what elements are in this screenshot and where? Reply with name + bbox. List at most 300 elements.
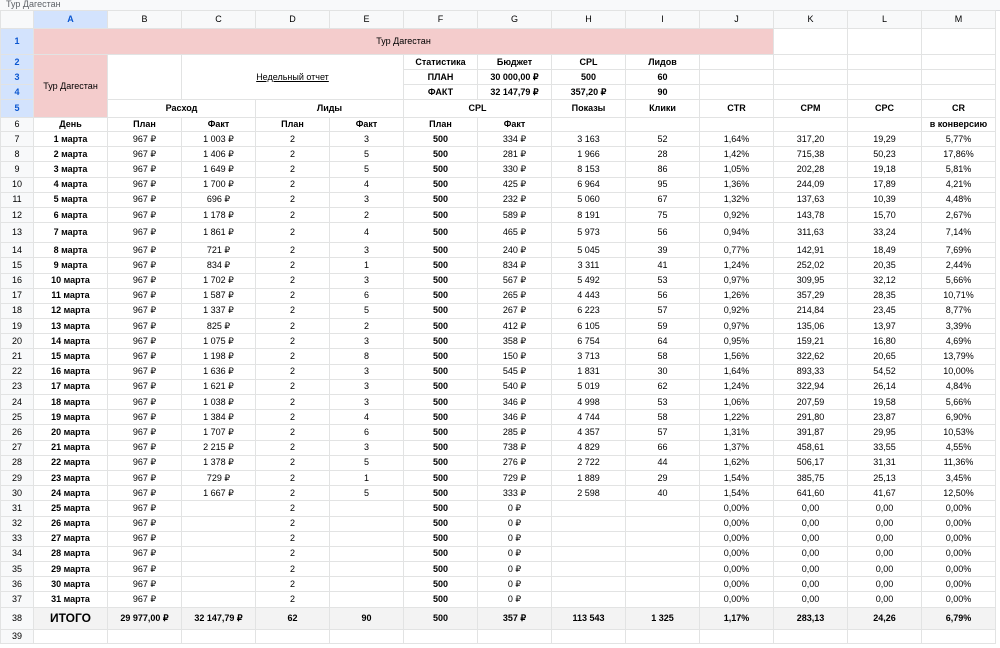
data-cell[interactable]: 500 <box>404 349 478 364</box>
total-cell[interactable]: 283,13 <box>774 607 848 629</box>
row-header[interactable]: 14 <box>1 243 34 258</box>
column-header-i[interactable]: I <box>626 11 700 29</box>
data-cell[interactable]: 2 <box>256 425 330 440</box>
data-cell[interactable] <box>626 531 700 546</box>
date-cell[interactable]: 10 марта <box>34 273 108 288</box>
data-cell[interactable]: 967 ₽ <box>108 349 182 364</box>
data-cell[interactable]: 1,06% <box>700 395 774 410</box>
data-cell[interactable]: 1 966 <box>552 147 626 162</box>
data-cell[interactable]: 1 <box>330 258 404 273</box>
data-cell[interactable]: 3 <box>330 364 404 379</box>
date-cell[interactable]: 18 марта <box>34 395 108 410</box>
data-cell[interactable]: 2 <box>256 177 330 192</box>
data-cell[interactable]: 2 <box>256 288 330 303</box>
group-header-cpl[interactable]: CPL <box>404 100 552 118</box>
data-cell[interactable]: 0,92% <box>700 207 774 222</box>
cell[interactable] <box>108 55 182 100</box>
cell[interactable] <box>922 629 996 643</box>
data-cell[interactable]: 1,32% <box>700 192 774 207</box>
data-cell[interactable]: 0,00 <box>774 592 848 607</box>
data-cell[interactable]: 0,00 <box>774 562 848 577</box>
data-cell[interactable]: 142,91 <box>774 243 848 258</box>
sub-header[interactable]: Факт <box>330 118 404 132</box>
data-cell[interactable]: 6 <box>330 425 404 440</box>
cell[interactable] <box>848 70 922 85</box>
row-header[interactable]: 20 <box>1 334 34 349</box>
data-cell[interactable]: 1,22% <box>700 410 774 425</box>
data-cell[interactable]: 834 ₽ <box>182 258 256 273</box>
data-cell[interactable]: 0,00 <box>848 562 922 577</box>
data-cell[interactable]: 500 <box>404 258 478 273</box>
date-cell[interactable]: 4 марта <box>34 177 108 192</box>
data-cell[interactable] <box>552 577 626 592</box>
data-cell[interactable]: 500 <box>404 562 478 577</box>
data-cell[interactable]: 3 <box>330 440 404 455</box>
data-cell[interactable]: 5,81% <box>922 162 996 177</box>
data-cell[interactable]: 2 <box>256 319 330 334</box>
data-cell[interactable]: 17,86% <box>922 147 996 162</box>
data-cell[interactable]: 2 <box>256 243 330 258</box>
data-cell[interactable]: 267 ₽ <box>478 303 552 318</box>
data-cell[interactable]: 29,95 <box>848 425 922 440</box>
data-cell[interactable]: 1 707 ₽ <box>182 425 256 440</box>
data-cell[interactable]: 2 <box>256 501 330 516</box>
data-cell[interactable]: 50,23 <box>848 147 922 162</box>
data-cell[interactable]: 16,80 <box>848 334 922 349</box>
sub-header[interactable] <box>626 118 700 132</box>
date-cell[interactable]: 29 марта <box>34 562 108 577</box>
weekly-report-link[interactable]: Недельный отчет <box>182 55 404 100</box>
sub-header[interactable]: День <box>34 118 108 132</box>
data-cell[interactable]: 500 <box>404 319 478 334</box>
data-cell[interactable]: 500 <box>404 470 478 485</box>
data-cell[interactable]: 1 702 ₽ <box>182 273 256 288</box>
data-cell[interactable]: 5 <box>330 147 404 162</box>
total-cell[interactable]: 24,26 <box>848 607 922 629</box>
row-header[interactable]: 22 <box>1 364 34 379</box>
data-cell[interactable]: 6 105 <box>552 319 626 334</box>
data-cell[interactable]: 2 <box>256 258 330 273</box>
data-cell[interactable]: 1,54% <box>700 470 774 485</box>
data-cell[interactable]: 967 ₽ <box>108 303 182 318</box>
data-cell[interactable]: 0,00 <box>848 531 922 546</box>
data-cell[interactable]: 2 <box>256 455 330 470</box>
row-header[interactable]: 34 <box>1 546 34 561</box>
sub-header[interactable]: в конверсию <box>922 118 996 132</box>
row-header[interactable]: 38 <box>1 607 34 629</box>
data-cell[interactable]: 967 ₽ <box>108 410 182 425</box>
data-cell[interactable]: 357,29 <box>774 288 848 303</box>
data-cell[interactable]: 10,53% <box>922 425 996 440</box>
column-header-e[interactable]: E <box>330 11 404 29</box>
data-cell[interactable]: 3,45% <box>922 470 996 485</box>
date-cell[interactable]: 26 марта <box>34 516 108 531</box>
cell[interactable] <box>922 29 996 55</box>
sub-header[interactable]: План <box>256 118 330 132</box>
data-cell[interactable]: 696 ₽ <box>182 192 256 207</box>
data-cell[interactable]: 265 ₽ <box>478 288 552 303</box>
row-header[interactable]: 17 <box>1 288 34 303</box>
date-cell[interactable]: 2 марта <box>34 147 108 162</box>
data-cell[interactable]: 4 998 <box>552 395 626 410</box>
data-cell[interactable]: 6,90% <box>922 410 996 425</box>
data-cell[interactable]: 3 311 <box>552 258 626 273</box>
cell[interactable] <box>848 629 922 643</box>
data-cell[interactable]: 1,24% <box>700 258 774 273</box>
data-cell[interactable]: 4,69% <box>922 334 996 349</box>
date-cell[interactable]: 13 марта <box>34 319 108 334</box>
data-cell[interactable]: 1 831 <box>552 364 626 379</box>
data-cell[interactable]: 32,12 <box>848 273 922 288</box>
data-cell[interactable]: 0 ₽ <box>478 516 552 531</box>
data-cell[interactable]: 17,89 <box>848 177 922 192</box>
data-cell[interactable]: 967 ₽ <box>108 364 182 379</box>
data-cell[interactable]: 4 829 <box>552 440 626 455</box>
data-cell[interactable]: 1 003 ₽ <box>182 132 256 147</box>
date-cell[interactable]: 9 марта <box>34 258 108 273</box>
column-header-k[interactable]: K <box>774 11 848 29</box>
data-cell[interactable]: 52 <box>626 132 700 147</box>
group-header-rashod[interactable]: Расход <box>108 100 256 118</box>
stats-cell[interactable]: Бюджет <box>478 55 552 70</box>
data-cell[interactable]: 0,00 <box>848 577 922 592</box>
group-header-leads[interactable]: Лиды <box>256 100 404 118</box>
data-cell[interactable]: 500 <box>404 303 478 318</box>
total-cell[interactable]: 29 977,00 ₽ <box>108 607 182 629</box>
data-cell[interactable] <box>552 592 626 607</box>
data-cell[interactable]: 8 <box>330 349 404 364</box>
data-cell[interactable]: 967 ₽ <box>108 577 182 592</box>
data-cell[interactable]: 330 ₽ <box>478 162 552 177</box>
data-cell[interactable]: 2 <box>256 486 330 501</box>
data-cell[interactable]: 137,63 <box>774 192 848 207</box>
data-cell[interactable] <box>330 562 404 577</box>
data-cell[interactable]: 2 <box>256 379 330 394</box>
data-cell[interactable] <box>626 577 700 592</box>
data-cell[interactable]: 5,77% <box>922 132 996 147</box>
data-cell[interactable]: 465 ₽ <box>478 223 552 243</box>
data-cell[interactable]: 893,33 <box>774 364 848 379</box>
data-cell[interactable]: 10,00% <box>922 364 996 379</box>
sub-header[interactable] <box>774 118 848 132</box>
total-cell[interactable]: 6,79% <box>922 607 996 629</box>
data-cell[interactable]: 641,60 <box>774 486 848 501</box>
data-cell[interactable] <box>552 516 626 531</box>
cell[interactable] <box>552 629 626 643</box>
data-cell[interactable]: 53 <box>626 273 700 288</box>
data-cell[interactable]: 2,67% <box>922 207 996 222</box>
data-cell[interactable]: 1 075 ₽ <box>182 334 256 349</box>
data-cell[interactable]: 3 <box>330 192 404 207</box>
data-cell[interactable]: 0,95% <box>700 334 774 349</box>
data-cell[interactable]: 500 <box>404 516 478 531</box>
data-cell[interactable]: 2 <box>256 273 330 288</box>
data-cell[interactable]: 1 337 ₽ <box>182 303 256 318</box>
data-cell[interactable] <box>330 516 404 531</box>
stats-cell[interactable]: 32 147,79 ₽ <box>478 85 552 100</box>
data-cell[interactable]: 2 <box>330 319 404 334</box>
data-cell[interactable]: 2 <box>256 303 330 318</box>
data-cell[interactable]: 0,00 <box>848 501 922 516</box>
data-cell[interactable]: 500 <box>404 395 478 410</box>
date-cell[interactable]: 20 марта <box>34 425 108 440</box>
total-cell[interactable]: 1 325 <box>626 607 700 629</box>
data-cell[interactable]: 0,00 <box>848 592 922 607</box>
data-cell[interactable]: 58 <box>626 410 700 425</box>
data-cell[interactable]: 500 <box>404 364 478 379</box>
data-cell[interactable] <box>182 592 256 607</box>
data-cell[interactable]: 244,09 <box>774 177 848 192</box>
total-cell[interactable]: 357 ₽ <box>478 607 552 629</box>
data-cell[interactable]: 567 ₽ <box>478 273 552 288</box>
sub-header[interactable]: Факт <box>182 118 256 132</box>
data-cell[interactable]: 322,94 <box>774 379 848 394</box>
data-cell[interactable] <box>552 546 626 561</box>
date-cell[interactable]: 30 марта <box>34 577 108 592</box>
data-cell[interactable]: 2 <box>256 132 330 147</box>
data-cell[interactable]: 252,02 <box>774 258 848 273</box>
data-cell[interactable]: 0 ₽ <box>478 562 552 577</box>
row-header[interactable]: 6 <box>1 118 34 132</box>
data-cell[interactable]: 214,84 <box>774 303 848 318</box>
column-header-b[interactable]: B <box>108 11 182 29</box>
data-cell[interactable]: 0,00% <box>700 577 774 592</box>
column-header-h[interactable]: H <box>552 11 626 29</box>
data-cell[interactable]: 62 <box>626 379 700 394</box>
date-cell[interactable]: 15 марта <box>34 349 108 364</box>
data-cell[interactable]: 2 <box>256 546 330 561</box>
stats-cell[interactable]: 90 <box>626 85 700 100</box>
data-cell[interactable]: 5 492 <box>552 273 626 288</box>
data-cell[interactable]: 13,79% <box>922 349 996 364</box>
data-cell[interactable]: 0,00% <box>700 501 774 516</box>
cell[interactable] <box>774 55 848 70</box>
data-cell[interactable]: 967 ₽ <box>108 177 182 192</box>
data-cell[interactable]: 33,55 <box>848 440 922 455</box>
data-cell[interactable]: 2 215 ₽ <box>182 440 256 455</box>
data-cell[interactable]: 0 ₽ <box>478 546 552 561</box>
data-cell[interactable]: 6 223 <box>552 303 626 318</box>
data-cell[interactable]: 0,00 <box>774 546 848 561</box>
data-cell[interactable]: 967 ₽ <box>108 486 182 501</box>
data-cell[interactable]: 0,00% <box>700 592 774 607</box>
sheet-title-cell[interactable]: Тур Дагестан <box>34 29 774 55</box>
row-header[interactable]: 27 <box>1 440 34 455</box>
data-cell[interactable]: 500 <box>404 132 478 147</box>
row-header[interactable]: 16 <box>1 273 34 288</box>
data-cell[interactable]: 4 <box>330 223 404 243</box>
data-cell[interactable]: 276 ₽ <box>478 455 552 470</box>
stats-cell[interactable] <box>700 55 774 70</box>
group-header[interactable]: CPC <box>848 100 922 118</box>
data-cell[interactable]: 715,38 <box>774 147 848 162</box>
data-cell[interactable]: 738 ₽ <box>478 440 552 455</box>
data-cell[interactable]: 2 <box>256 410 330 425</box>
data-cell[interactable]: 57 <box>626 425 700 440</box>
data-cell[interactable] <box>330 592 404 607</box>
row-header[interactable]: 12 <box>1 207 34 222</box>
data-cell[interactable]: 0,97% <box>700 273 774 288</box>
data-cell[interactable]: 25,13 <box>848 470 922 485</box>
row-header[interactable]: 26 <box>1 425 34 440</box>
cell[interactable] <box>404 629 478 643</box>
data-cell[interactable]: 500 <box>404 425 478 440</box>
data-cell[interactable]: 967 ₽ <box>108 223 182 243</box>
data-cell[interactable]: 729 ₽ <box>478 470 552 485</box>
column-header-j[interactable]: J <box>700 11 774 29</box>
data-cell[interactable] <box>626 516 700 531</box>
data-cell[interactable]: 135,06 <box>774 319 848 334</box>
data-cell[interactable]: 4,48% <box>922 192 996 207</box>
data-cell[interactable]: 967 ₽ <box>108 455 182 470</box>
cell[interactable] <box>182 629 256 643</box>
data-cell[interactable]: 6 754 <box>552 334 626 349</box>
data-cell[interactable]: 23,87 <box>848 410 922 425</box>
data-cell[interactable]: 309,95 <box>774 273 848 288</box>
data-cell[interactable]: 6 <box>330 288 404 303</box>
row-header[interactable]: 3 <box>1 70 34 85</box>
data-cell[interactable]: 967 ₽ <box>108 470 182 485</box>
data-cell[interactable]: 2 <box>256 223 330 243</box>
data-cell[interactable]: 500 <box>404 577 478 592</box>
data-cell[interactable]: 285 ₽ <box>478 425 552 440</box>
data-cell[interactable]: 5,66% <box>922 273 996 288</box>
group-header[interactable]: CTR <box>700 100 774 118</box>
data-cell[interactable]: 12,50% <box>922 486 996 501</box>
data-cell[interactable]: 500 <box>404 440 478 455</box>
data-cell[interactable]: 2 <box>256 162 330 177</box>
data-cell[interactable]: 3 713 <box>552 349 626 364</box>
data-cell[interactable]: 967 ₽ <box>108 440 182 455</box>
data-cell[interactable]: 2 <box>256 562 330 577</box>
data-cell[interactable]: 2,44% <box>922 258 996 273</box>
data-cell[interactable]: 385,75 <box>774 470 848 485</box>
date-cell[interactable]: 27 марта <box>34 531 108 546</box>
data-cell[interactable]: 1,56% <box>700 349 774 364</box>
data-cell[interactable]: 26,14 <box>848 379 922 394</box>
data-cell[interactable] <box>626 592 700 607</box>
data-cell[interactable]: 2 <box>256 516 330 531</box>
row-header[interactable]: 35 <box>1 562 34 577</box>
group-header[interactable]: Клики <box>626 100 700 118</box>
row-header[interactable]: 39 <box>1 629 34 643</box>
data-cell[interactable]: 8 191 <box>552 207 626 222</box>
data-cell[interactable]: 967 ₽ <box>108 516 182 531</box>
group-header[interactable]: CR <box>922 100 996 118</box>
data-cell[interactable]: 2 <box>256 147 330 162</box>
data-cell[interactable]: 2 <box>256 470 330 485</box>
row-header[interactable]: 28 <box>1 455 34 470</box>
data-cell[interactable]: 56 <box>626 223 700 243</box>
total-cell[interactable]: 90 <box>330 607 404 629</box>
data-cell[interactable]: 1,54% <box>700 486 774 501</box>
row-header[interactable]: 11 <box>1 192 34 207</box>
data-cell[interactable]: 0,00% <box>922 592 996 607</box>
column-header-g[interactable]: G <box>478 11 552 29</box>
data-cell[interactable]: 5 060 <box>552 192 626 207</box>
data-cell[interactable]: 0 ₽ <box>478 531 552 546</box>
data-cell[interactable]: 232 ₽ <box>478 192 552 207</box>
data-cell[interactable]: 1 889 <box>552 470 626 485</box>
data-cell[interactable]: 0,00% <box>700 546 774 561</box>
data-cell[interactable]: 1 861 ₽ <box>182 223 256 243</box>
data-cell[interactable]: 19,18 <box>848 162 922 177</box>
row-header[interactable]: 24 <box>1 395 34 410</box>
data-cell[interactable]: 967 ₽ <box>108 243 182 258</box>
data-cell[interactable]: 425 ₽ <box>478 177 552 192</box>
data-cell[interactable]: 317,20 <box>774 132 848 147</box>
data-cell[interactable]: 0,77% <box>700 243 774 258</box>
data-cell[interactable]: 589 ₽ <box>478 207 552 222</box>
data-cell[interactable]: 1 587 ₽ <box>182 288 256 303</box>
data-cell[interactable]: 1,62% <box>700 455 774 470</box>
data-cell[interactable]: 0,00 <box>848 546 922 561</box>
cell[interactable] <box>478 629 552 643</box>
data-cell[interactable]: 1,64% <box>700 364 774 379</box>
data-cell[interactable]: 0,00 <box>774 516 848 531</box>
data-cell[interactable]: 967 ₽ <box>108 546 182 561</box>
data-cell[interactable]: 1,26% <box>700 288 774 303</box>
cell[interactable] <box>774 70 848 85</box>
data-cell[interactable]: 0,00% <box>922 501 996 516</box>
data-cell[interactable]: 967 ₽ <box>108 379 182 394</box>
data-cell[interactable]: 1,42% <box>700 147 774 162</box>
data-cell[interactable] <box>182 501 256 516</box>
stats-cell[interactable]: 357,20 ₽ <box>552 85 626 100</box>
data-cell[interactable]: 1,64% <box>700 132 774 147</box>
data-cell[interactable]: 281 ₽ <box>478 147 552 162</box>
cell[interactable] <box>774 85 848 100</box>
data-cell[interactable]: 5,66% <box>922 395 996 410</box>
data-cell[interactable]: 0,00% <box>700 531 774 546</box>
data-cell[interactable]: 4 <box>330 177 404 192</box>
data-cell[interactable]: 0,94% <box>700 223 774 243</box>
data-cell[interactable]: 1 649 ₽ <box>182 162 256 177</box>
data-cell[interactable]: 967 ₽ <box>108 207 182 222</box>
data-cell[interactable]: 2 <box>256 334 330 349</box>
data-cell[interactable]: 19,29 <box>848 132 922 147</box>
data-cell[interactable] <box>552 531 626 546</box>
data-cell[interactable]: 15,70 <box>848 207 922 222</box>
data-cell[interactable]: 2 <box>256 192 330 207</box>
row-header[interactable]: 23 <box>1 379 34 394</box>
data-cell[interactable]: 20,65 <box>848 349 922 364</box>
row-header[interactable]: 4 <box>1 85 34 100</box>
data-cell[interactable]: 4,84% <box>922 379 996 394</box>
date-cell[interactable]: 21 марта <box>34 440 108 455</box>
row-header[interactable]: 7 <box>1 132 34 147</box>
data-cell[interactable]: 1 621 ₽ <box>182 379 256 394</box>
data-cell[interactable]: 4 357 <box>552 425 626 440</box>
data-cell[interactable]: 57 <box>626 303 700 318</box>
data-cell[interactable]: 500 <box>404 546 478 561</box>
data-cell[interactable]: 5 045 <box>552 243 626 258</box>
data-cell[interactable]: 391,87 <box>774 425 848 440</box>
stats-cell[interactable]: 60 <box>626 70 700 85</box>
date-cell[interactable]: 22 марта <box>34 455 108 470</box>
data-cell[interactable]: 33,24 <box>848 223 922 243</box>
data-cell[interactable]: 4,55% <box>922 440 996 455</box>
data-cell[interactable]: 41 <box>626 258 700 273</box>
data-cell[interactable]: 500 <box>404 501 478 516</box>
data-cell[interactable]: 0,00% <box>922 546 996 561</box>
data-cell[interactable]: 967 ₽ <box>108 192 182 207</box>
column-header-l[interactable]: L <box>848 11 922 29</box>
row-header[interactable]: 18 <box>1 303 34 318</box>
data-cell[interactable]: 545 ₽ <box>478 364 552 379</box>
data-cell[interactable]: 412 ₽ <box>478 319 552 334</box>
data-cell[interactable] <box>330 531 404 546</box>
